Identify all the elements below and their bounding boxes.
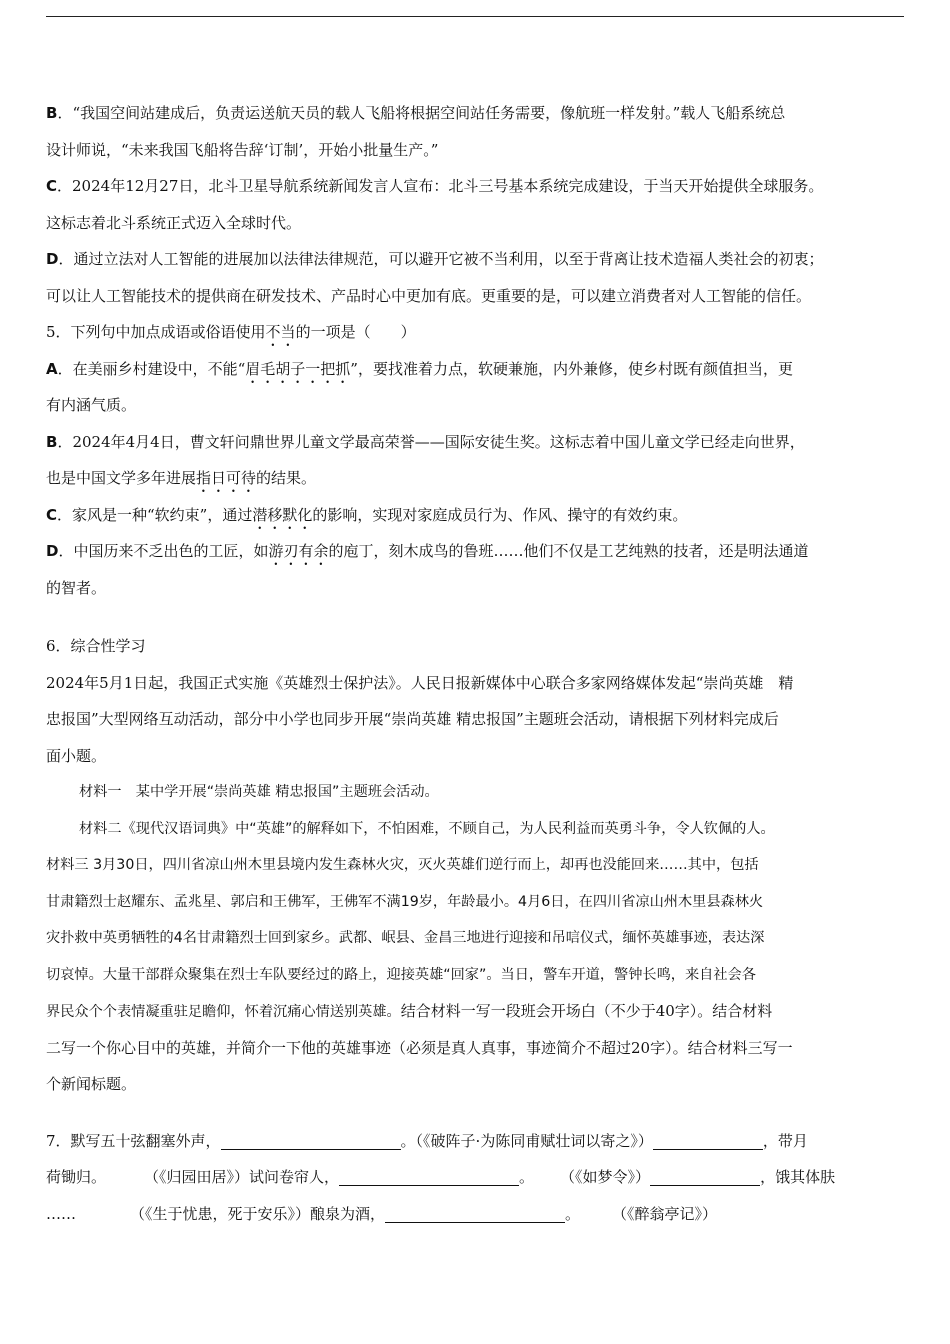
option-label: A <box>46 359 58 378</box>
q6-material-2: 材料二《现代汉语词典》中“英雄”的解释如下，不怕困难，不顾自己，为人民利益而英勇斗争，令人钦佩的人。 <box>79 820 775 837</box>
q4-option-d-line1: D．通过立法对人工智能的进展加以法律法律规范，可以避开它被不当利用，以至于背离让技术造福人类社会的初衷； <box>46 250 824 268</box>
q7-line3: …… （《生于忧患，死于安乐》）酿泉为酒， 。 （《醉翁亭记》） <box>46 1204 718 1223</box>
option-label: B <box>46 104 58 122</box>
option-label: D <box>46 250 59 268</box>
option-label: C <box>46 505 58 524</box>
answer-blank-3[interactable] <box>339 1167 519 1186</box>
answer-blank-4[interactable] <box>650 1167 760 1186</box>
q7-line2: 荷锄归。 （《归园田居》）试问卷帘人， 。 （《如梦令》） ，饿其体肤 <box>46 1168 836 1186</box>
option-label: C <box>46 177 58 195</box>
q6-intro-line3: 面小题。 <box>46 746 107 765</box>
q4-option-c-line2: 这标志着北斗系统正式迈入全球时代。 <box>46 213 302 232</box>
q4-option-d-line2: 可以让人工智能技术的提供商在研发技术、产品时心中更加有底。更重要的是，可以建立消费者对人工智能的信任。 <box>46 286 812 305</box>
q5-option-c: C．家风是一种“软约束”，通过潜移默化的影响，实现对家庭成员行为、作风、操守的有效约束。 <box>46 505 688 524</box>
header-rule <box>46 16 904 17</box>
q5-option-d-line2: 的智者。 <box>46 578 107 597</box>
emphasis-text: 游刃有余 <box>268 542 329 560</box>
q4-option-b-line1: B．“我国空间站建成后，负责运送航天员的载人飞船将根据空间站任务需要，像航班一样发射。”载人飞船系统总 <box>46 104 786 122</box>
q7-line1: 7．默写五十弦翻塞外声， 。（《破阵子·为陈同甫赋壮词以寄之》） ，带月 <box>46 1131 808 1150</box>
answer-blank-1[interactable] <box>221 1131 401 1150</box>
q6-title: 6．综合性学习 <box>46 637 146 655</box>
q6-intro-line2: 忠报国”大型网络互动活动，部分中小学也同步开展“崇尚英雄 精忠报国”主题班会活动，请根据下列材料完成后 <box>46 710 779 728</box>
q6-task-line3: 个新闻标题。 <box>46 1075 137 1093</box>
emphasis-text: 指日可待 <box>196 469 257 487</box>
q6-material-3-line1: 材料三 3月30日，四川省凉山州木里县境内发生森林火灾，灭火英雄们逆行而上，却再也没能回来……其中，包括 <box>46 857 759 873</box>
q6-material-1: 材料一 某中学开展“崇尚英雄 精忠报国”主题班会活动。 <box>79 784 439 800</box>
exam-page <box>46 95 908 1232</box>
answer-blank-5[interactable] <box>385 1204 565 1223</box>
emphasis-text: 潜移默化 <box>252 505 313 524</box>
q6-intro-line1: 2024年5月1日起，我国正式实施《英雄烈士保护法》。人民日报新媒体中心联合多家网络媒体发起“崇尚英雄 精 <box>46 673 794 692</box>
q6-material-3-line5: 界民众个个表情凝重驻足瞻仰，怀着沉痛心情送别英雄。结合材料一写一段班会开场白（不少于40字）。结合材料 <box>46 1002 773 1020</box>
q5-stem: 5．下列句中加点成语或俗语使用不当的一项是（ ） <box>46 323 416 341</box>
q4-option-b-line2: 设计师说，“未来我国飞船将告辞‘订制’，开始小批量生产。” <box>46 140 439 159</box>
option-label: D <box>46 542 59 560</box>
option-label: B <box>46 432 58 451</box>
answer-blank-2[interactable] <box>653 1131 763 1150</box>
emphasis-text: 不当 <box>265 323 296 341</box>
q4-option-c-line1: C．2024年12月27日，北斗卫星导航系统新闻发言人宣布：北斗三号基本系统完成建设，于当天开始提供全球服务。 <box>46 177 824 195</box>
q5-option-d-line1: D．中国历来不乏出色的工匠，如游刃有余的庖丁，刻木成鸟的鲁班……他们不仅是工艺纯熟的技者，还是明法通道 <box>46 542 809 560</box>
q5-option-b-line1: B．2024年4月4日，曹文轩问鼎世界儿童文学最高荣誉——国际安徒生奖。这标志着中国儿童文学已经走向世界， <box>46 432 805 451</box>
emphasis-text: 眉毛胡子一把抓 <box>245 359 351 378</box>
q5-option-b-line2: 也是中国文学多年进展指日可待的结果。 <box>46 469 317 487</box>
q5-option-a-line1: A．在美丽乡村建设中，不能“眉毛胡子一把抓”，要找准着力点，软硬兼施，内外兼修，使乡村既有颜值担当，更 <box>46 359 793 378</box>
q5-option-a-line2: 有内涵气质。 <box>46 396 137 414</box>
q6-material-3-line2: 甘肃籍烈士赵耀东、孟兆星、郭启和王佛军，王佛军不满19岁，年龄最小。4月6日，在四川省凉山州木里县森林火 <box>46 893 764 910</box>
q6-material-3-line3: 灾扑救中英勇牺牲的4名甘肃籍烈士回到家乡。武都、岷县、金昌三地进行迎接和吊唁仪式，缅怀英雄事迹，表达深 <box>46 930 765 946</box>
q6-material-3-line4: 切哀悼。大量干部群众聚集在烈士车队要经过的路上，迎接英雄“回家”。当日，警车开道，警钟长鸣，来自社会各 <box>46 966 756 983</box>
q6-task-line2: 二写一个你心目中的英雄，并简介一下他的英雄事迹（必须是真人真事，事迹简介不超过20字）。结合材料三写一 <box>46 1038 793 1057</box>
